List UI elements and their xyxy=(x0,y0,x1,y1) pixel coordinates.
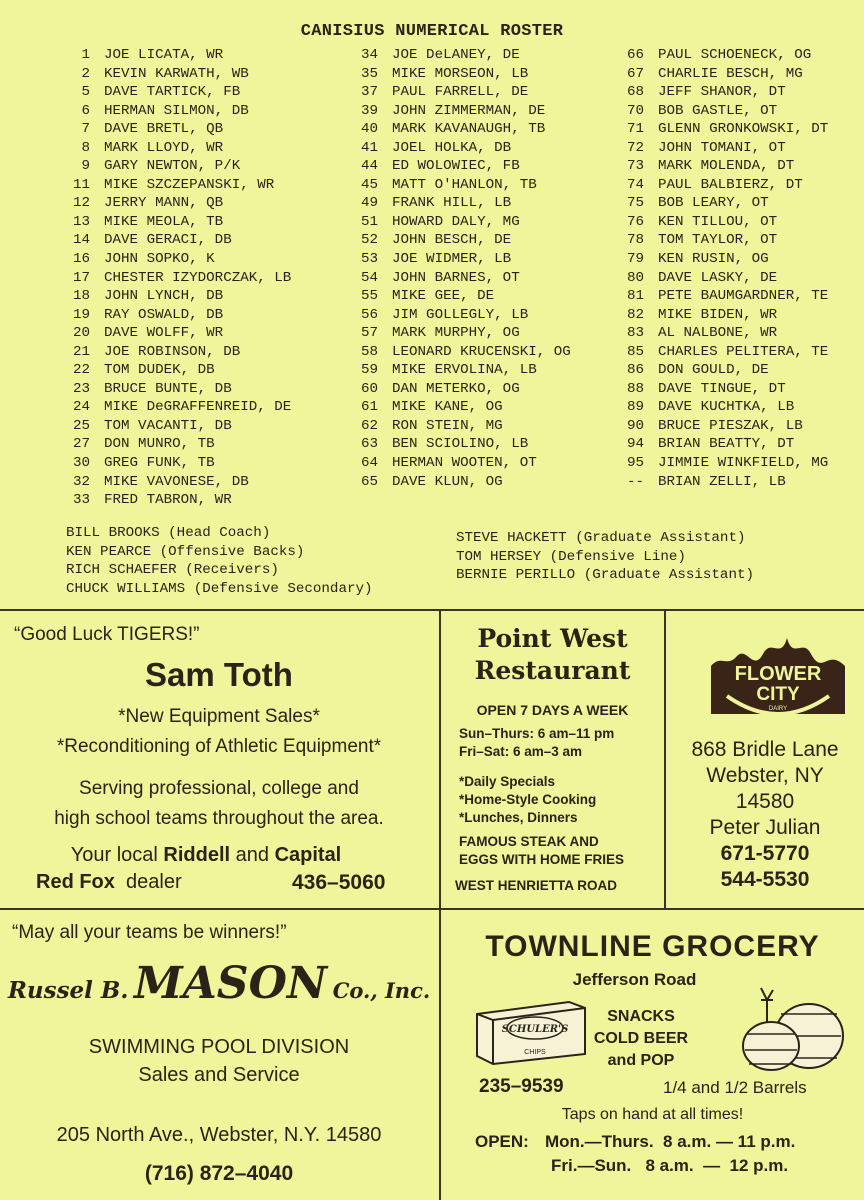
player-number: 49 xyxy=(360,195,378,212)
mason-name-prefix: Russel B. xyxy=(7,977,129,1004)
roster-entry xyxy=(346,324,571,343)
player-name: BOB LEARY, OT xyxy=(658,195,769,212)
flower-city-logo-text-2: CITY xyxy=(756,684,800,705)
player-number: 51 xyxy=(360,213,378,230)
mason-phone: (716) 872–4040 xyxy=(144,1162,294,1185)
roster-entry xyxy=(346,454,571,473)
player-number: 7 xyxy=(81,121,90,138)
player-name: ED WOLOWIEC, FB xyxy=(392,158,520,175)
player-number: 59 xyxy=(360,362,378,379)
player-name: DAVE TARTICK, FB xyxy=(104,84,241,101)
player-name: MIKE SZCZEPANSKI, WR xyxy=(104,176,275,193)
flower-city-logo xyxy=(707,626,849,726)
player-name: CHESTER IZYDORCZAK, LB xyxy=(104,269,292,286)
player-name: MARK MOLENDA, DT xyxy=(658,158,795,175)
sam-toth-line-3: Serving professional, college and xyxy=(79,778,359,799)
roster-entry xyxy=(614,46,828,65)
townline-phone: 235–9539 xyxy=(479,1076,564,1097)
roster-entry xyxy=(614,435,828,454)
player-number: 95 xyxy=(626,455,644,472)
roster-entry xyxy=(60,491,291,510)
player-number: 45 xyxy=(360,176,378,193)
player-number: 71 xyxy=(626,121,644,138)
ad-sam-toth xyxy=(0,612,438,907)
player-number: 82 xyxy=(626,306,644,323)
player-number: 67 xyxy=(626,65,644,82)
player-number: 2 xyxy=(81,65,90,82)
point-west-famous-2: EGGS WITH HOME FRIES xyxy=(459,852,625,867)
player-number: 79 xyxy=(626,251,644,268)
flower-city-logo-text-3: DAIRY xyxy=(768,706,788,712)
roster-entry xyxy=(346,102,571,121)
staff-member: CHUCK WILLIAMS (Defensive Secondary) xyxy=(66,580,373,597)
mason-address: 205 North Ave., Webster, N.Y. 14580 xyxy=(56,1124,382,1146)
townline-name: TOWNLINE GROCERY xyxy=(485,930,820,963)
roster-entry xyxy=(346,398,571,417)
player-name: MIKE MEOLA, TB xyxy=(104,213,224,230)
player-number: 76 xyxy=(626,213,644,230)
player-number: 72 xyxy=(626,139,644,156)
townline-hours-1: Mon.—Thurs. 8 a.m. — 11 p.m. xyxy=(545,1132,796,1151)
roster-entry xyxy=(346,213,571,232)
townline-barrels: 1/4 and 1/2 Barrels xyxy=(663,1078,807,1097)
roster-entry xyxy=(60,231,291,250)
roster-column-3 xyxy=(614,46,828,491)
player-name: MARK MURPHY, OG xyxy=(392,325,520,342)
player-number: 78 xyxy=(626,232,644,249)
player-name: AL NALBONE, WR xyxy=(658,325,778,342)
player-number: 73 xyxy=(626,158,644,175)
player-number: 94 xyxy=(626,436,644,453)
player-number: 66 xyxy=(626,47,644,63)
player-number: 85 xyxy=(626,343,644,360)
player-number: 14 xyxy=(72,232,90,249)
flower-city-logo-text-1: FLOWER xyxy=(734,663,822,685)
player-number: 30 xyxy=(72,455,90,472)
player-name: TOM DUDEK, DB xyxy=(104,362,215,379)
player-number: 40 xyxy=(360,121,378,138)
player-name: KEN RUSIN, OG xyxy=(658,251,769,268)
ad-flower-city xyxy=(666,612,864,907)
player-name: HERMAN SILMON, DB xyxy=(104,102,249,119)
roster-entry xyxy=(60,250,291,269)
flower-city-address-3: 14580 xyxy=(735,790,795,813)
roster-entry xyxy=(614,194,828,213)
player-number: 16 xyxy=(72,251,90,268)
roster-entry xyxy=(60,176,291,195)
player-name: DAVE BRETL, QB xyxy=(104,121,224,138)
townline-snacks-2: COLD BEER xyxy=(593,1030,689,1047)
roster-entry xyxy=(60,269,291,288)
roster-entry xyxy=(614,361,828,380)
point-west-name-1: Point West xyxy=(477,624,628,653)
roster-entry xyxy=(614,473,828,492)
sam-toth-slogan: “Good Luck TIGERS!” xyxy=(14,624,200,645)
point-west-name-2: Restaurant xyxy=(474,656,631,685)
player-name: KEN TILLOU, OT xyxy=(658,213,778,230)
roster-entry xyxy=(614,454,828,473)
player-name: DON MUNRO, TB xyxy=(104,436,215,453)
roster-entry xyxy=(346,473,571,492)
player-number: 9 xyxy=(81,158,90,175)
player-name: CHARLES PELITERA, TE xyxy=(658,343,829,360)
roster-entry xyxy=(60,380,291,399)
staff-member: TOM HERSEY (Defensive Line) xyxy=(456,548,686,565)
roster-entry xyxy=(614,157,828,176)
player-name: MARK LLOYD, WR xyxy=(104,139,224,156)
player-name: GREG FUNK, TB xyxy=(104,455,215,472)
staff-member: STEVE HACKETT (Graduate Assistant) xyxy=(456,530,746,546)
staff-member: BILL BROOKS (Head Coach) xyxy=(66,525,271,541)
flower-city-phone-1: 671-5770 xyxy=(720,842,810,865)
point-west-hours-2: Fri–Sat: 6 am–3 am xyxy=(459,744,583,759)
player-number: 88 xyxy=(626,380,644,397)
roster-entry xyxy=(614,306,828,325)
player-number: 19 xyxy=(72,306,90,323)
player-name: JOE LICATA, WR xyxy=(104,47,224,63)
player-number: 11 xyxy=(72,176,90,193)
player-name: MARK KAVANAUGH, TB xyxy=(392,121,546,138)
player-name: TOM TAYLOR, OT xyxy=(658,232,778,249)
player-number: 6 xyxy=(81,102,90,119)
roster-entry xyxy=(60,306,291,325)
roster-entry xyxy=(60,287,291,306)
player-name: RON STEIN, MG xyxy=(392,417,503,434)
mason-slogan: “May all your teams be winners!” xyxy=(12,922,287,943)
player-name: FRANK HILL, LB xyxy=(392,195,512,212)
player-name: CHARLIE BESCH, MG xyxy=(658,65,803,82)
player-number: 33 xyxy=(72,492,90,509)
player-name: MIKE VAVONESE, DB xyxy=(104,473,249,490)
roster-entry xyxy=(346,343,571,362)
roster-entry xyxy=(346,231,571,250)
roster-entry xyxy=(614,324,828,343)
townline-snacks-3: and POP xyxy=(607,1052,675,1069)
player-name: MIKE GEE, DE xyxy=(392,288,495,305)
player-number: 74 xyxy=(626,176,644,193)
player-name: JOEL HOLKA, DB xyxy=(392,139,512,156)
player-name: PAUL SCHOENECK, OG xyxy=(658,47,812,63)
player-number: 81 xyxy=(626,288,644,305)
roster-entry xyxy=(614,139,828,158)
player-number: 5 xyxy=(81,84,90,101)
player-number: 13 xyxy=(72,213,90,230)
player-number: 27 xyxy=(72,436,90,453)
player-number: 60 xyxy=(360,380,378,397)
townline-snacks-1: SNACKS xyxy=(607,1008,675,1025)
player-number: 63 xyxy=(360,436,378,453)
roster-entry xyxy=(614,213,828,232)
mason-service: Sales and Service xyxy=(138,1064,300,1086)
roster-entry xyxy=(346,417,571,436)
roster-entry xyxy=(614,269,828,288)
player-name: MIKE DeGRAFFENREID, DE xyxy=(104,399,292,416)
player-name: HERMAN WOOTEN, OT xyxy=(392,455,537,472)
player-name: DAVE TINGUE, DT xyxy=(658,380,786,397)
roster-entry xyxy=(614,65,828,84)
player-number: 55 xyxy=(360,288,378,305)
player-number: 8 xyxy=(81,139,90,156)
roster-entry xyxy=(614,380,828,399)
roster-entry xyxy=(614,83,828,102)
player-number: 12 xyxy=(72,195,90,212)
player-name: PETE BAUMGARDNER, TE xyxy=(658,288,829,305)
mason-name-suffix: Co., Inc. xyxy=(332,978,431,1003)
roster-entry xyxy=(60,473,291,492)
roster-entry xyxy=(346,250,571,269)
player-number: 24 xyxy=(72,399,90,416)
roster-entry xyxy=(60,213,291,232)
roster-entry xyxy=(60,343,291,362)
player-number: 56 xyxy=(360,306,378,323)
player-name: BEN SCIOLINO, LB xyxy=(392,436,529,453)
player-number: 22 xyxy=(72,362,90,379)
player-number: 18 xyxy=(72,288,90,305)
roster-entry xyxy=(60,120,291,139)
player-number: 57 xyxy=(360,325,378,342)
point-west-famous-1: FAMOUS STEAK AND xyxy=(459,834,599,849)
roster-entry xyxy=(346,380,571,399)
chips-box-sublabel: CHIPS xyxy=(524,1049,546,1056)
roster-entry xyxy=(614,231,828,250)
point-west-hours-1: Sun–Thurs: 6 am–11 pm xyxy=(459,726,615,741)
roster-entry xyxy=(346,306,571,325)
player-name: BRUCE BUNTE, DB xyxy=(104,380,232,397)
roster-entry xyxy=(346,46,571,65)
flower-city-contact: Peter Julian xyxy=(709,816,821,839)
player-name: MIKE ERVOLINA, LB xyxy=(392,362,537,379)
roster-entry xyxy=(614,287,828,306)
brand-riddell: Riddell xyxy=(163,844,231,866)
roster-entry xyxy=(346,435,571,454)
player-number: 65 xyxy=(360,473,378,490)
player-name: MIKE MORSEON, LB xyxy=(392,65,529,82)
ad-townline-grocery xyxy=(441,910,864,1200)
roster-entry xyxy=(614,417,828,436)
ad-point-west xyxy=(441,612,664,907)
player-name: DAVE KUCHTKA, LB xyxy=(658,399,795,416)
player-name: JOHN BARNES, OT xyxy=(392,269,520,286)
player-number: 58 xyxy=(360,343,378,360)
roster-entry xyxy=(614,176,828,195)
mason-company-name xyxy=(0,958,438,1009)
roster-entry xyxy=(60,194,291,213)
chips-box-label: SCHULER'S xyxy=(501,1024,569,1035)
roster-entry xyxy=(60,398,291,417)
player-number: 86 xyxy=(626,362,644,379)
player-number: 44 xyxy=(360,158,378,175)
player-number: 62 xyxy=(360,417,378,434)
staff-member: KEN PEARCE (Offensive Backs) xyxy=(66,543,305,560)
player-name: JERRY MANN, QB xyxy=(104,195,224,212)
player-name: LEONARD KRUCENSKI, OG xyxy=(392,343,571,360)
sam-toth-dealer-line-2 xyxy=(36,871,182,894)
sam-toth-dealer-line xyxy=(0,844,438,867)
player-number: 39 xyxy=(360,102,378,119)
ad-mason xyxy=(0,910,438,1200)
dealer-suffix: dealer xyxy=(114,871,182,893)
player-number: -- xyxy=(626,473,644,490)
roster-entry xyxy=(346,65,571,84)
player-number: 75 xyxy=(626,195,644,212)
roster-entry xyxy=(614,102,828,121)
player-name: DON GOULD, DE xyxy=(658,362,769,379)
roster-entry xyxy=(346,157,571,176)
player-number: 34 xyxy=(360,47,378,63)
player-number: 35 xyxy=(360,65,378,82)
roster-entry xyxy=(60,417,291,436)
roster-entry xyxy=(60,139,291,158)
roster-entry xyxy=(614,343,828,362)
roster-entry xyxy=(60,324,291,343)
player-number: 1 xyxy=(81,47,90,63)
player-number: 83 xyxy=(626,325,644,342)
player-name: JOHN BESCH, DE xyxy=(392,232,512,249)
roster-entry xyxy=(60,102,291,121)
roster-entry xyxy=(346,194,571,213)
player-name: JIM GOLLEGLY, LB xyxy=(392,306,529,323)
divider-top xyxy=(0,609,864,611)
staff-member: RICH SCHAEFER (Receivers) xyxy=(66,562,279,578)
roster-entry xyxy=(614,120,828,139)
player-name: PAUL FARRELL, DE xyxy=(392,84,529,101)
beer-barrels-illustration xyxy=(737,978,849,1074)
player-number: 64 xyxy=(360,455,378,472)
point-west-feature-3: *Lunches, Dinners xyxy=(459,810,578,825)
player-number: 23 xyxy=(72,380,90,397)
roster-entry xyxy=(346,120,571,139)
chips-box-illustration xyxy=(473,996,589,1068)
brand-capital: Capital xyxy=(274,844,342,866)
player-name: JOE WIDMER, LB xyxy=(392,251,512,268)
dealer-and: and xyxy=(230,844,275,866)
player-name: JOE DeLANEY, DE xyxy=(392,47,520,63)
player-number: 80 xyxy=(626,269,644,286)
roster-entry xyxy=(346,269,571,288)
player-number: 20 xyxy=(72,325,90,342)
roster-entry xyxy=(60,83,291,102)
player-name: JOE ROBINSON, DB xyxy=(104,343,241,360)
player-name: BRIAN ZELLI, LB xyxy=(658,473,786,490)
roster-entry xyxy=(346,361,571,380)
player-name: HOWARD DALY, MG xyxy=(392,213,520,230)
player-number: 54 xyxy=(360,269,378,286)
player-name: BRUCE PIESZAK, LB xyxy=(658,417,803,434)
player-name: DAVE WOLFF, WR xyxy=(104,325,224,342)
roster-entry xyxy=(60,454,291,473)
point-west-open: OPEN 7 DAYS A WEEK xyxy=(476,702,629,718)
player-number: 52 xyxy=(360,232,378,249)
sam-toth-line-4: high school teams throughout the area. xyxy=(54,808,384,829)
flower-city-address-2: Webster, NY xyxy=(706,764,824,787)
coaching-staff-right xyxy=(456,529,754,585)
player-number: 90 xyxy=(626,417,644,434)
sam-toth-phone: 436–5060 xyxy=(292,871,386,894)
player-name: DAVE GERACI, DB xyxy=(104,232,232,249)
dealer-prefix: Your local xyxy=(70,844,164,866)
player-name: JEFF SHANOR, DT xyxy=(658,84,786,101)
player-name: BOB GASTLE, OT xyxy=(658,102,778,119)
sam-toth-line-2: *Reconditioning of Athletic Equipment* xyxy=(56,736,382,757)
player-number: 37 xyxy=(360,84,378,101)
point-west-location: WEST HENRIETTA ROAD xyxy=(455,878,617,893)
townline-taps: Taps on hand at all times! xyxy=(561,1106,744,1123)
player-name: DAVE LASKY, DE xyxy=(658,269,778,286)
roster-title: CANISIUS NUMERICAL ROSTER xyxy=(300,22,564,41)
player-name: MIKE KANE, OG xyxy=(392,399,503,416)
player-name: JOHN TOMANI, OT xyxy=(658,139,786,156)
player-number: 53 xyxy=(360,251,378,268)
player-name: PAUL BALBIERZ, DT xyxy=(658,176,803,193)
flower-city-phone-2: 544-5530 xyxy=(720,868,810,891)
player-number: 17 xyxy=(72,269,90,286)
player-name: JOHN LYNCH, DB xyxy=(104,288,224,305)
townline-road: Jefferson Road xyxy=(572,970,697,989)
roster-entry xyxy=(60,65,291,84)
townline-open-label: OPEN: xyxy=(475,1132,529,1151)
sam-toth-line-1: *New Equipment Sales* xyxy=(118,706,320,727)
coaching-staff-left xyxy=(66,524,373,598)
roster-entry xyxy=(346,176,571,195)
player-name: TOM VACANTI, DB xyxy=(104,417,232,434)
roster-column-2 xyxy=(346,46,571,491)
brand-red-fox: Red Fox xyxy=(36,871,115,893)
roster-entry xyxy=(60,46,291,65)
player-number: 68 xyxy=(626,84,644,101)
player-name: GLENN GRONKOWSKI, DT xyxy=(658,121,829,138)
roster-entry xyxy=(60,361,291,380)
player-name: MIKE BIDEN, WR xyxy=(658,306,778,323)
flower-city-address-1: 868 Bridle Lane xyxy=(691,738,839,761)
player-number: 25 xyxy=(72,417,90,434)
roster-entry xyxy=(346,287,571,306)
roster-entry xyxy=(346,139,571,158)
player-number: 21 xyxy=(72,343,90,360)
player-name: BRIAN BEATTY, DT xyxy=(658,436,795,453)
roster-entry xyxy=(346,83,571,102)
sam-toth-name: Sam Toth xyxy=(145,656,293,693)
roster-entry xyxy=(614,250,828,269)
player-name: RAY OSWALD, DB xyxy=(104,306,224,323)
player-number: 41 xyxy=(360,139,378,156)
player-name: DAN METERKO, OG xyxy=(392,380,520,397)
player-name: FRED TABRON, WR xyxy=(104,492,232,509)
point-west-feature-2: *Home-Style Cooking xyxy=(459,792,597,807)
player-number: 32 xyxy=(72,473,90,490)
point-west-feature-1: *Daily Specials xyxy=(459,774,556,789)
player-number: 70 xyxy=(626,102,644,119)
player-name: DAVE KLUN, OG xyxy=(392,473,503,490)
player-name: GARY NEWTON, P/K xyxy=(104,158,241,175)
player-number: 61 xyxy=(360,399,378,416)
player-name: JIMMIE WINKFIELD, MG xyxy=(658,455,829,472)
townline-hours-2: Fri.—Sun. 8 a.m. — 12 p.m. xyxy=(551,1156,789,1175)
roster-entry xyxy=(614,398,828,417)
player-name: KEVIN KARWATH, WB xyxy=(104,65,249,82)
mason-name-main: MASON xyxy=(133,958,328,1009)
player-name: MATT O'HANLON, TB xyxy=(392,176,537,193)
mason-division: SWIMMING POOL DIVISION xyxy=(88,1036,350,1058)
staff-member: BERNIE PERILLO (Graduate Assistant) xyxy=(456,567,754,583)
player-number: 89 xyxy=(626,399,644,416)
roster-entry xyxy=(60,157,291,176)
player-name: JOHN ZIMMERMAN, DE xyxy=(392,102,546,119)
player-name: JOHN SOPKO, K xyxy=(104,251,215,268)
roster-column-1 xyxy=(60,46,291,510)
roster-entry xyxy=(60,435,291,454)
